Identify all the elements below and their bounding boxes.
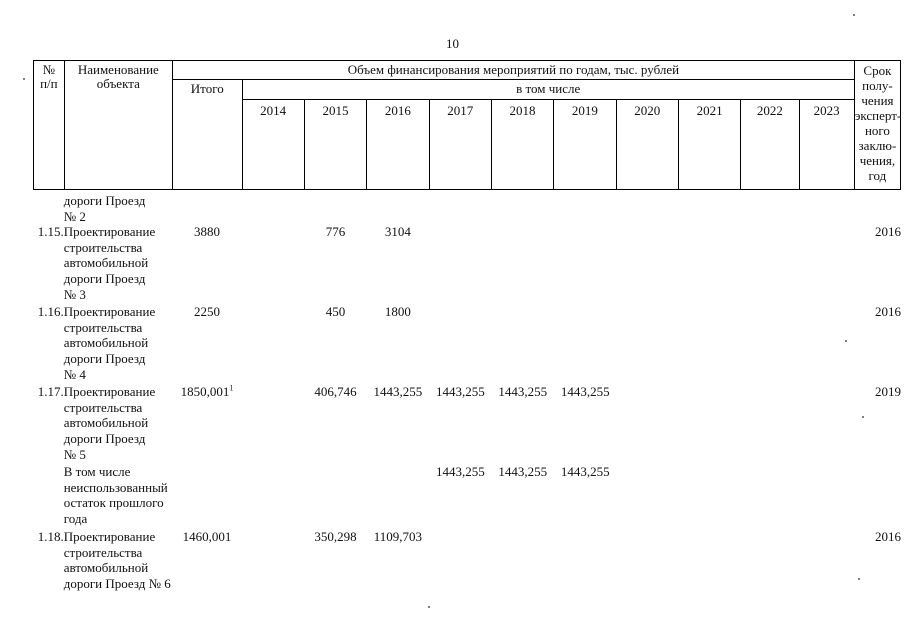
year-value: 776 [325,224,346,240]
year-value [800,193,855,224]
header-year: 2019 [554,100,616,190]
year-value [616,529,678,593]
object-name: дороги Проезд № 2 [63,193,146,224]
year-value [800,464,855,529]
scan-speck [853,14,855,16]
year-value [554,193,616,224]
row-number: 1.15. [37,224,64,240]
year-value [616,224,678,304]
header-including: в том числе [242,80,854,100]
header-year: 2015 [304,100,366,190]
year-value: 406,746 [314,384,357,400]
scan-speck [862,416,864,418]
header-year: 2016 [367,100,429,190]
total-value [172,304,242,384]
year-value [554,529,616,593]
year-value [741,384,799,464]
object-name: Проектирование строительства автомобильной дороги Проезд № 5 [63,384,156,462]
page-number: 10 [446,36,459,51]
year-value [679,464,741,529]
object-name: Проектирование строительства автомобильной дороги Проезд № 3 [63,224,156,302]
year-value [800,384,855,464]
year-value [242,224,304,304]
data-table [33,193,901,593]
header-num: № п/п [34,61,65,190]
year-value [492,224,554,304]
year-value: 1443,255 [435,384,485,400]
year-value: 1443,255 [560,384,610,400]
row-number [33,193,64,224]
table-header [33,60,901,190]
year-value [429,224,491,304]
object-name: Проектирование строительства автомобильной дороги Проезд № 6 [63,529,171,591]
year-value [429,304,491,384]
year-value [554,304,616,384]
year-value [616,304,678,384]
row-number [33,464,64,529]
object-name: В том числе неиспользованный остаток прошлого года [63,464,168,526]
table-row [33,464,901,529]
scan-speck [428,606,430,608]
total-value [172,529,242,593]
year-value: 3104 [384,224,411,240]
deadline-year: 2016 [875,224,901,240]
table-row [33,304,901,384]
total-value [172,193,242,224]
year-value [242,384,304,464]
year-value: 1443,255 [498,384,548,400]
header-year: 2014 [242,100,304,190]
total-value [172,384,242,464]
deadline-year [855,193,901,224]
table-row [33,529,901,593]
year-value [741,193,799,224]
year-value [616,193,678,224]
header-deadline: Срок полу- чения эксперт- ного заклю- чения, год [854,61,900,190]
footnote-marker: 1 [229,383,234,393]
year-value: 1443,255 [560,464,610,480]
header-year: 2023 [799,100,854,190]
total-amount: 3880 [194,224,220,240]
table-row [33,224,901,304]
year-value [679,224,741,304]
table-row [33,384,901,464]
year-value [492,193,554,224]
year-value [492,529,554,593]
year-value [242,193,304,224]
year-value [800,304,855,384]
header-total: Итого [173,80,243,190]
header-year: 2018 [491,100,553,190]
deadline-year [855,464,901,529]
year-value [616,464,678,529]
object-name: Проектирование строительства автомобильной дороги Проезд № 4 [63,304,156,382]
year-value [616,384,678,464]
year-value [492,304,554,384]
year-value [679,193,741,224]
deadline-year: 2016 [875,304,901,320]
year-value [304,193,366,224]
year-value [367,464,429,529]
deadline-year: 2016 [875,529,901,545]
year-value: 1443,255 [435,464,485,480]
scan-speck [858,578,860,580]
year-value [429,529,491,593]
year-value [679,304,741,384]
year-value: 350,298 [314,529,357,545]
year-value [741,304,799,384]
year-value [304,464,366,529]
year-value: 1109,703 [373,529,423,545]
scan-speck [23,78,25,80]
year-value [367,193,429,224]
row-number: 1.17. [37,384,64,400]
scan-speck [845,340,847,342]
year-value [679,529,741,593]
total-amount: 1850,001 [180,384,230,400]
year-value: 1443,255 [498,464,548,480]
header-year: 2020 [616,100,678,190]
table-row [33,193,901,224]
total-amount: 1460,001 [182,529,232,545]
row-number: 1.16. [37,304,64,320]
year-value: 450 [325,304,346,320]
year-value [242,464,304,529]
year-value [800,224,855,304]
year-value: 1800 [384,304,411,320]
row-number: 1.18. [37,529,64,545]
total-value [172,224,242,304]
year-value [741,464,799,529]
year-value [800,529,855,593]
year-value [429,193,491,224]
total-amount: 2250 [194,304,220,320]
header-name: Наименование объекта [64,61,172,190]
deadline-year: 2019 [875,384,901,400]
header-year: 2021 [678,100,740,190]
year-value [242,304,304,384]
header-financing: Объем финансирования мероприятий по годам, тыс. рублей [173,61,855,80]
year-value [741,529,799,593]
year-value: 1443,255 [373,384,423,400]
header-year: 2017 [429,100,491,190]
year-value [741,224,799,304]
header-year: 2022 [741,100,799,190]
year-value [242,529,304,593]
total-value [172,464,242,529]
year-value [679,384,741,464]
year-value [554,224,616,304]
